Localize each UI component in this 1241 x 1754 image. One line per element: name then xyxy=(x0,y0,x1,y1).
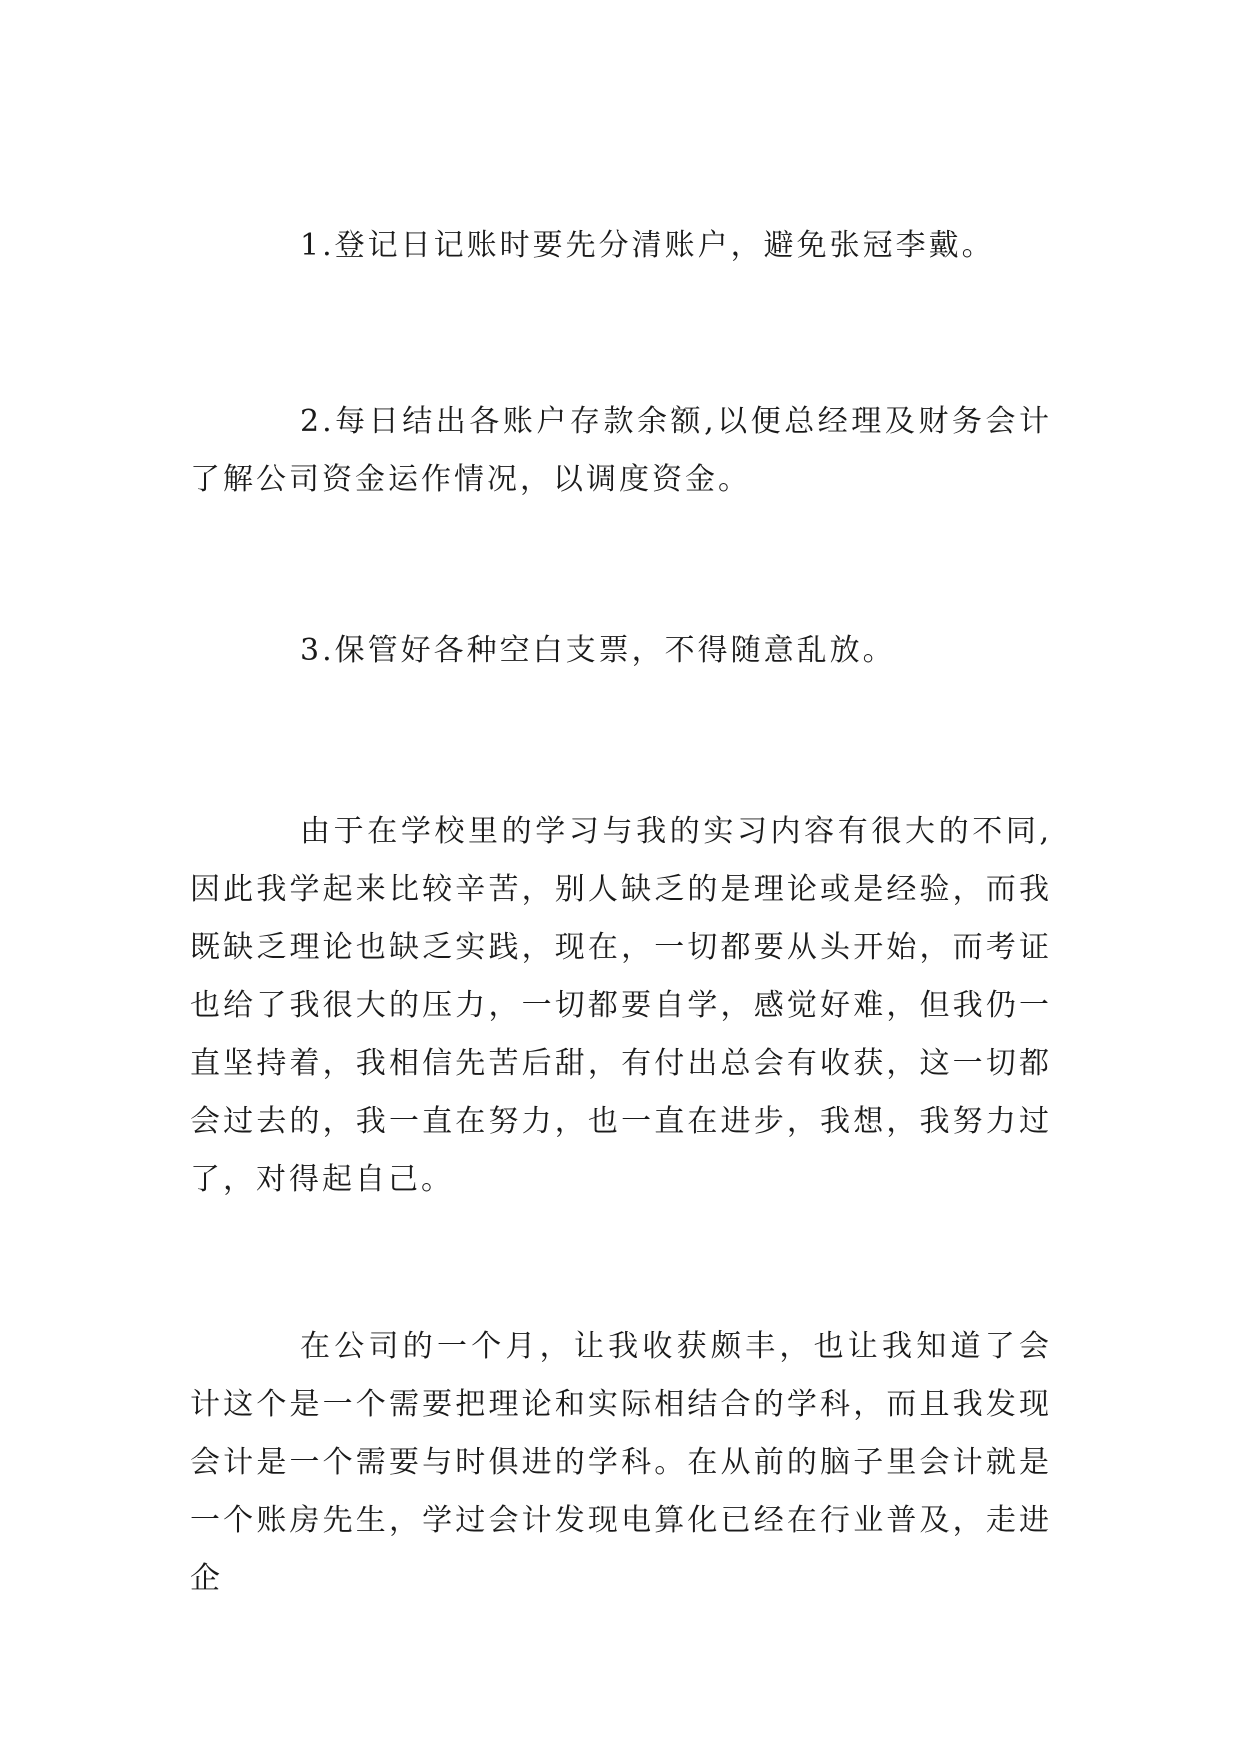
paragraph-item-1: 1.登记日记账时要先分清账户，避免张冠李戴。 xyxy=(300,228,995,263)
paragraph-item-2: 2.每日结出各账户存款余额,以便总经理及财务会计了解公司资金运作情况，以调度资金。 xyxy=(190,404,1052,497)
paragraph-body-2: 在公司的一个月，让我收获颇丰，也让我知道了会计这个是一个需要把理论和实际相结合的学科，而且我发现会计是一个需要与时俱进的学科。在从前的脑子里会计就是一个账房先生，学过会计发现电算化已经在行业普及，走进企 xyxy=(190,1329,1052,1596)
paragraph-body-1: 由于在学校里的学习与我的实习内容有很大的不同,因此我学起来比较辛苦，别人缺乏的是理论或是经验，而我既缺乏理论也缺乏实践，现在，一切都要从头开始，而考证也给了我很大的压力，一切都要自学，感觉好难，但我仍一直坚持着，我相信先苦后甜，有付出总会有收获，这一切都会过去的，我一直在努力，也一直在进步，我想，我努力过了，对得起自己。 xyxy=(190,814,1052,1197)
paragraph-item-3: 3.保管好各种空白支票，不得随意乱放。 xyxy=(300,633,896,668)
